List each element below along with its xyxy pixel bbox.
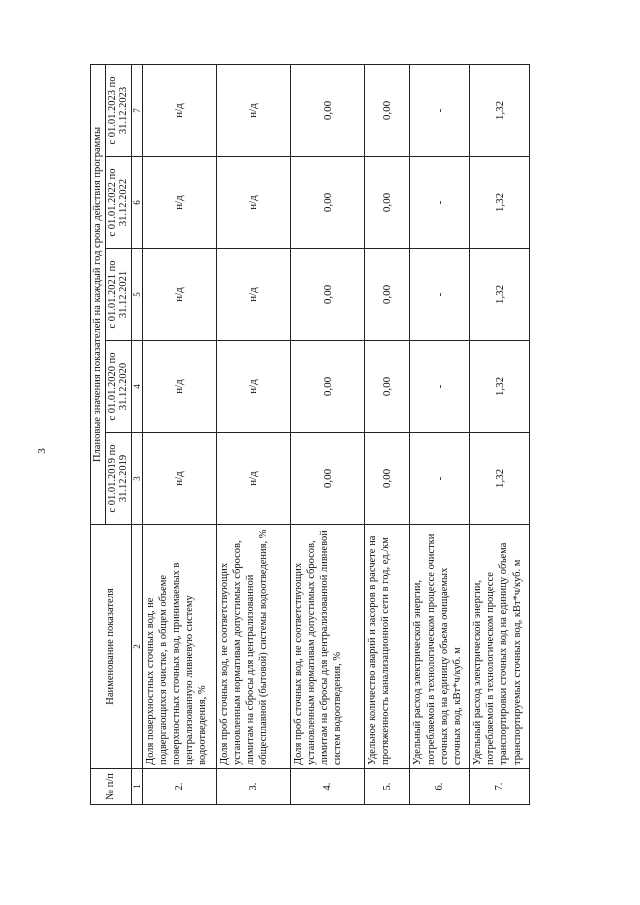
row-value: н/д bbox=[142, 341, 216, 433]
row-value: н/д bbox=[216, 65, 290, 157]
row-value: 0,00 bbox=[365, 433, 410, 525]
col-index: 3 bbox=[131, 433, 142, 525]
row-value: 1,32 bbox=[470, 65, 530, 157]
col-index: 2 bbox=[131, 525, 142, 769]
table-row bbox=[365, 65, 410, 805]
header-period: с 01.01.2020 по 31.12.2020 bbox=[105, 341, 131, 433]
row-value: н/д bbox=[142, 65, 216, 157]
row-name: Доля проб сточных вод, не соответствующих установленным нормативам допустимых сбросов, лимитам на сбросы для централизованной общесплавной (бытовой) системы водоотведения, % bbox=[216, 525, 290, 769]
table-row bbox=[290, 65, 364, 805]
row-num: 6. bbox=[410, 769, 470, 805]
col-index: 5 bbox=[131, 249, 142, 341]
row-num: 4. bbox=[290, 769, 364, 805]
row-num: 7. bbox=[470, 769, 530, 805]
row-value: - bbox=[410, 157, 470, 249]
row-value: 0,00 bbox=[365, 249, 410, 341]
row-value: н/д bbox=[216, 433, 290, 525]
row-value: 0,00 bbox=[290, 157, 364, 249]
row-value: н/д bbox=[142, 433, 216, 525]
row-value: 1,32 bbox=[470, 341, 530, 433]
row-num: 2. bbox=[142, 769, 216, 805]
row-name: Удельный расход электрической энергии, потребляемой в технологическом процессе очистки сточных вод на единицу объема очищаемых сточных вод, кВт*ч/куб. м bbox=[410, 525, 470, 769]
indicators-table bbox=[90, 64, 530, 805]
table-row bbox=[216, 65, 290, 805]
row-value: 0,00 bbox=[365, 341, 410, 433]
row-value: - bbox=[410, 341, 470, 433]
header-period: с 01.01.2022 по 31.12.2022 bbox=[105, 157, 131, 249]
column-index-row bbox=[131, 65, 142, 805]
row-value: н/д bbox=[142, 157, 216, 249]
row-value: - bbox=[410, 65, 470, 157]
rotated-table-wrapper bbox=[90, 65, 530, 805]
row-value: 0,00 bbox=[365, 157, 410, 249]
row-num: 3. bbox=[216, 769, 290, 805]
col-index: 6 bbox=[131, 157, 142, 249]
row-value: 1,32 bbox=[470, 157, 530, 249]
header-period: с 01.01.2023 по 31.12.2023 bbox=[105, 65, 131, 157]
row-value: - bbox=[410, 433, 470, 525]
row-value: 1,32 bbox=[470, 249, 530, 341]
row-value: 0,00 bbox=[290, 433, 364, 525]
row-value: 0,00 bbox=[290, 341, 364, 433]
page-number: 3 bbox=[35, 448, 48, 454]
row-value: 0,00 bbox=[290, 249, 364, 341]
row-value: - bbox=[410, 249, 470, 341]
row-name: Доля проб сточных вод, не соответствующих установленным нормативам допустимых сбросов, лимитам на сбросы для централизованной ливневой систем водоотведения, % bbox=[290, 525, 364, 769]
row-value: н/д bbox=[216, 341, 290, 433]
table-frame bbox=[90, 65, 530, 805]
table-row bbox=[410, 65, 470, 805]
table-row bbox=[470, 65, 530, 805]
col-index: 7 bbox=[131, 65, 142, 157]
header-num: № п/п bbox=[91, 769, 132, 805]
row-value: н/д bbox=[216, 249, 290, 341]
row-value: 1,32 bbox=[470, 433, 530, 525]
row-value: 0,00 bbox=[365, 65, 410, 157]
row-num: 5. bbox=[365, 769, 410, 805]
header-plan-title: Плановые значения показателей на каждый год срока действия программы bbox=[91, 65, 106, 525]
row-name: Удельное количество аварий и засоров в расчете на протяженность канализационной сети в год, ед./км bbox=[365, 525, 410, 769]
row-name: Удельный расход электрической энергии, потребляемой в технологическом процессе транспортировки сточных вод на единицу объема транспортируемых сточных вод, кВт*ч/куб. м bbox=[470, 525, 530, 769]
col-index: 4 bbox=[131, 341, 142, 433]
row-value: н/д bbox=[142, 249, 216, 341]
row-value: н/д bbox=[216, 157, 290, 249]
row-value: 0,00 bbox=[290, 65, 364, 157]
row-name: Доля поверхностных сточных вод, не подвергающихся очистке, в общем объеме поверхностных сточных вод, принимаемых в централизованную ливневую систему водоотведения, % bbox=[142, 525, 216, 769]
col-index: 1 bbox=[131, 769, 142, 805]
header-period: с 01.01.2021 по 31.12.2021 bbox=[105, 249, 131, 341]
header-name: Наименование показателя bbox=[91, 525, 132, 769]
header-period: с 01.01.2019 по 31.12.2019 bbox=[105, 433, 131, 525]
table-row bbox=[142, 65, 216, 805]
